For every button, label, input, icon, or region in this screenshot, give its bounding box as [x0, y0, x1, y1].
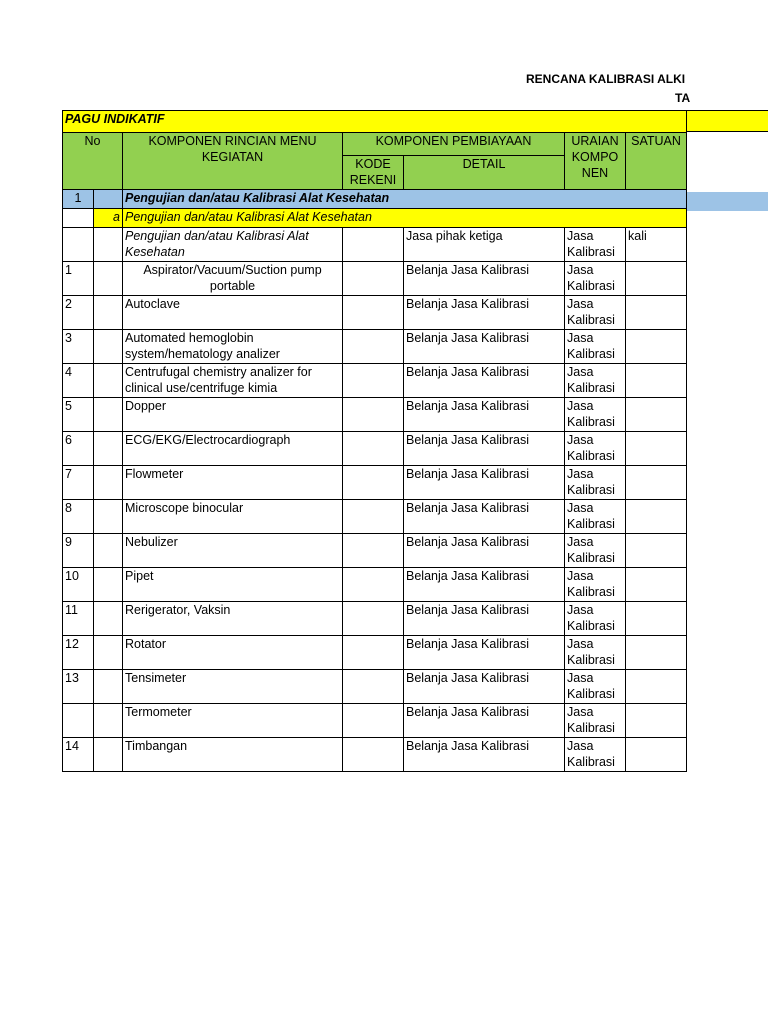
table-row — [63, 500, 687, 534]
first-item-label: Pengujian dan/atau Kalibrasi Alat Kesehatan — [123, 228, 343, 262]
row-detail: Belanja Jasa Kalibrasi — [404, 534, 565, 568]
row-sub — [94, 466, 123, 500]
row-detail: Belanja Jasa Kalibrasi — [404, 500, 565, 534]
row-satuan — [626, 398, 687, 432]
row-sub — [94, 432, 123, 466]
table-row — [63, 670, 687, 704]
section-number: 1 — [63, 190, 94, 209]
row-satuan — [626, 364, 687, 398]
row-satuan — [626, 432, 687, 466]
row-number: 1 — [63, 262, 94, 296]
row-kode — [343, 330, 404, 364]
table-row — [63, 738, 687, 772]
row-detail: Belanja Jasa Kalibrasi — [404, 364, 565, 398]
row-kode — [343, 364, 404, 398]
row-detail: Belanja Jasa Kalibrasi — [404, 602, 565, 636]
document-title-line2: TA — [675, 91, 691, 105]
row-uraian: Jasa Kalibrasi — [565, 704, 626, 738]
row-label: Rotator — [123, 636, 343, 670]
row-detail: Belanja Jasa Kalibrasi — [404, 398, 565, 432]
row-satuan — [626, 500, 687, 534]
header-komponen-rincian: KOMPONEN RINCIAN MENU KEGIATAN — [123, 133, 343, 190]
subsection-blank — [63, 209, 94, 228]
row-sub — [94, 534, 123, 568]
header-uraian: URAIAN KOMPO NEN — [565, 133, 626, 190]
row-sub — [94, 568, 123, 602]
row-kode — [343, 296, 404, 330]
row-number: 12 — [63, 636, 94, 670]
table-row — [63, 262, 687, 296]
table-row — [63, 534, 687, 568]
document-title-line1: RENCANA KALIBRASI ALKI — [526, 72, 686, 86]
row-satuan — [626, 738, 687, 772]
row-kode — [343, 602, 404, 636]
row-satuan — [626, 466, 687, 500]
first-item-no — [63, 228, 94, 262]
row-sub — [94, 262, 123, 296]
row-detail: Belanja Jasa Kalibrasi — [404, 466, 565, 500]
table-row — [63, 364, 687, 398]
table-row — [63, 296, 687, 330]
row-satuan — [626, 568, 687, 602]
row-kode — [343, 534, 404, 568]
row-label: Microscope binocular — [123, 500, 343, 534]
row-detail: Belanja Jasa Kalibrasi — [404, 636, 565, 670]
row-kode — [343, 568, 404, 602]
row-uraian: Jasa Kalibrasi — [565, 602, 626, 636]
header-kode-rekening: KODE REKENI — [343, 156, 404, 190]
row-satuan — [626, 704, 687, 738]
row-sub — [94, 364, 123, 398]
row-detail: Belanja Jasa Kalibrasi — [404, 568, 565, 602]
row-number: 14 — [63, 738, 94, 772]
row-number: 3 — [63, 330, 94, 364]
table-row — [63, 330, 687, 364]
row-number: 9 — [63, 534, 94, 568]
header-satuan: SATUAN — [626, 133, 687, 190]
row-label: Tensimeter — [123, 670, 343, 704]
row-satuan — [626, 636, 687, 670]
first-item-uraian: Jasa Kalibrasi — [565, 228, 626, 262]
header-detail: DETAIL — [404, 156, 565, 190]
row-satuan — [626, 602, 687, 636]
row-detail: Belanja Jasa Kalibrasi — [404, 296, 565, 330]
header-row-1 — [63, 133, 687, 156]
row-detail: Belanja Jasa Kalibrasi — [404, 738, 565, 772]
row-uraian: Jasa Kalibrasi — [565, 500, 626, 534]
row-kode — [343, 398, 404, 432]
table-row — [63, 432, 687, 466]
row-kode — [343, 704, 404, 738]
row-label: Pipet — [123, 568, 343, 602]
first-item-detail: Jasa pihak ketiga — [404, 228, 565, 262]
row-uraian: Jasa Kalibrasi — [565, 670, 626, 704]
row-kode — [343, 432, 404, 466]
row-uraian: Jasa Kalibrasi — [565, 738, 626, 772]
row-label: Rerigerator, Vaksin — [123, 602, 343, 636]
first-item-sub — [94, 228, 123, 262]
row-uraian: Jasa Kalibrasi — [565, 466, 626, 500]
row-sub — [94, 704, 123, 738]
row-number: 4 — [63, 364, 94, 398]
table-row — [63, 636, 687, 670]
row-number: 8 — [63, 500, 94, 534]
table-row — [63, 398, 687, 432]
row-kode — [343, 466, 404, 500]
row-detail: Belanja Jasa Kalibrasi — [404, 704, 565, 738]
row-sub — [94, 636, 123, 670]
row-number: 7 — [63, 466, 94, 500]
row-label: Timbangan — [123, 738, 343, 772]
row-uraian: Jasa Kalibrasi — [565, 330, 626, 364]
row-kode — [343, 500, 404, 534]
row-satuan — [626, 296, 687, 330]
row-label: Autoclave — [123, 296, 343, 330]
row-uraian: Jasa Kalibrasi — [565, 534, 626, 568]
row-satuan — [626, 534, 687, 568]
table-row — [63, 466, 687, 500]
row-label: Aspirator/Vacuum/Suction pump portable — [123, 262, 343, 296]
section-blank — [94, 190, 123, 209]
row-label: Centrufugal chemistry analizer for clinical use/centrifuge kimia — [123, 364, 343, 398]
section-row — [63, 190, 687, 209]
section-row-extension — [686, 192, 768, 211]
row-sub — [94, 500, 123, 534]
subsection-label: Pengujian dan/atau Kalibrasi Alat Kesehatan — [123, 209, 687, 228]
row-uraian: Jasa Kalibrasi — [565, 398, 626, 432]
row-label: Automated hemoglobin system/hematology analizer — [123, 330, 343, 364]
section-label: Pengujian dan/atau Kalibrasi Alat Kesehatan — [123, 190, 687, 209]
pagu-indikatif-row — [63, 111, 687, 133]
row-kode — [343, 738, 404, 772]
row-label: Dopper — [123, 398, 343, 432]
subsection-letter: a — [94, 209, 123, 228]
row-detail: Belanja Jasa Kalibrasi — [404, 432, 565, 466]
row-sub — [94, 602, 123, 636]
row-number: 6 — [63, 432, 94, 466]
row-number: 11 — [63, 602, 94, 636]
row-detail: Belanja Jasa Kalibrasi — [404, 670, 565, 704]
row-uraian: Jasa Kalibrasi — [565, 636, 626, 670]
header-no: No — [63, 133, 123, 190]
row-label: ECG/EKG/Electrocardiograph — [123, 432, 343, 466]
row-detail: Belanja Jasa Kalibrasi — [404, 262, 565, 296]
table-row — [63, 568, 687, 602]
row-sub — [94, 330, 123, 364]
row-satuan — [626, 262, 687, 296]
row-sub — [94, 398, 123, 432]
row-uraian: Jasa Kalibrasi — [565, 432, 626, 466]
row-number: 2 — [63, 296, 94, 330]
row-number — [63, 704, 94, 738]
subsection-row — [63, 209, 687, 228]
table-row — [63, 602, 687, 636]
first-item-row — [63, 228, 687, 262]
row-uraian: Jasa Kalibrasi — [565, 296, 626, 330]
row-uraian: Jasa Kalibrasi — [565, 262, 626, 296]
row-sub — [94, 670, 123, 704]
row-sub — [94, 738, 123, 772]
row-label: Flowmeter — [123, 466, 343, 500]
row-uraian: Jasa Kalibrasi — [565, 364, 626, 398]
row-kode — [343, 636, 404, 670]
row-label: Nebulizer — [123, 534, 343, 568]
first-item-satuan: kali — [626, 228, 687, 262]
row-number: 10 — [63, 568, 94, 602]
row-detail: Belanja Jasa Kalibrasi — [404, 330, 565, 364]
row-satuan — [626, 670, 687, 704]
first-item-kode — [343, 228, 404, 262]
table-row — [63, 704, 687, 738]
pagu-indikatif-label: PAGU INDIKATIF — [63, 111, 687, 133]
row-label: Termometer — [123, 704, 343, 738]
row-uraian: Jasa Kalibrasi — [565, 568, 626, 602]
pagu-row-extension — [686, 110, 768, 132]
row-kode — [343, 670, 404, 704]
row-kode — [343, 262, 404, 296]
row-satuan — [626, 330, 687, 364]
row-number: 13 — [63, 670, 94, 704]
calibration-plan-table — [62, 110, 687, 772]
header-komponen-pembiayaan: KOMPONEN PEMBIAYAAN — [343, 133, 565, 156]
row-sub — [94, 296, 123, 330]
row-number: 5 — [63, 398, 94, 432]
